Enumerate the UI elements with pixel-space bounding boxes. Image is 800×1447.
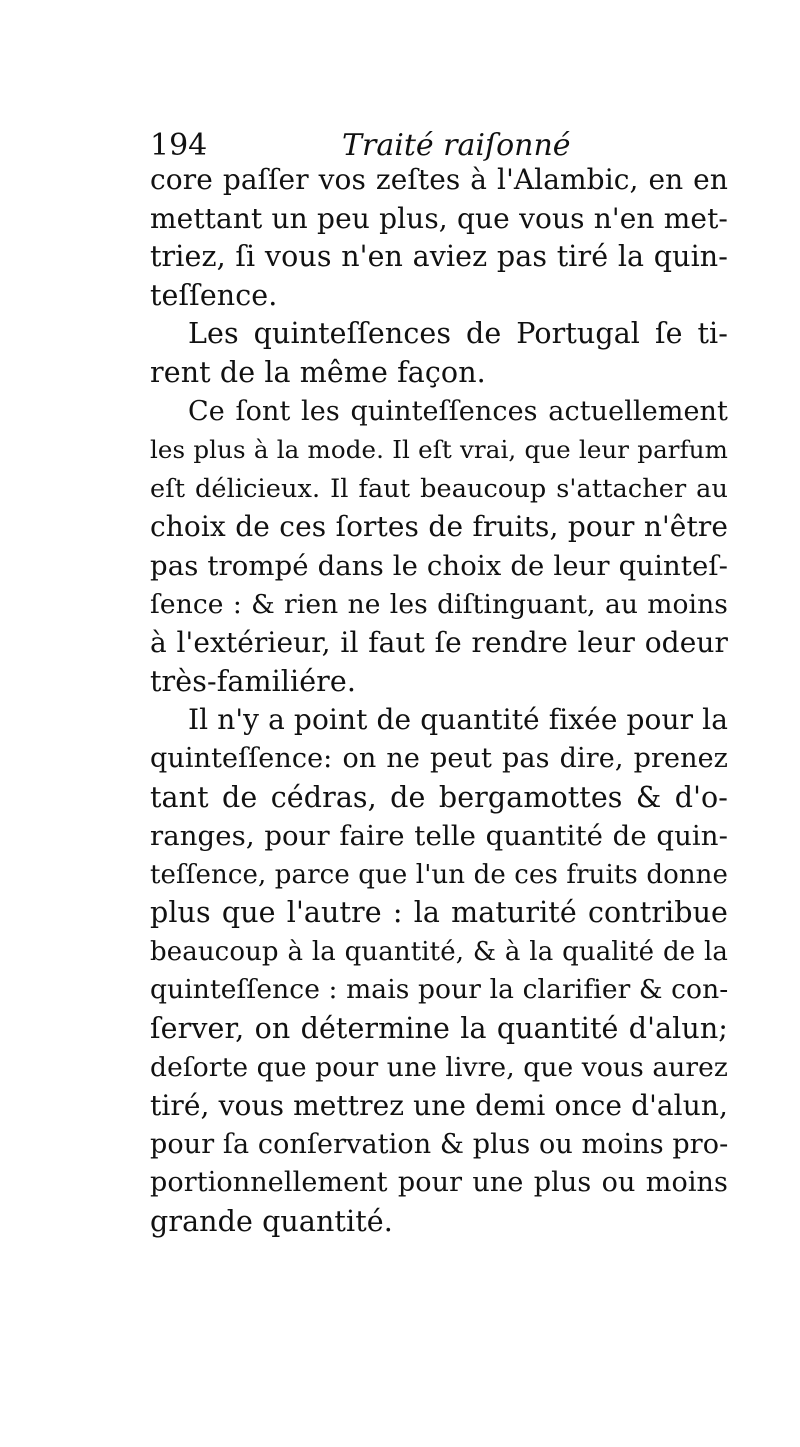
text-line: core paſſer vos zeſtes à l'Alambic, en en <box>150 163 728 196</box>
text-line: quinteſſence: on ne peut pas dire, prenez <box>150 742 728 774</box>
text-line: pour ſa conſervation & plus ou moins pro- <box>150 1128 729 1160</box>
text-line: tant de cédras, de bergamottes & d'o- <box>150 780 728 814</box>
text-line: eſt délicieux. Il faut beaucoup s'attacher au <box>150 473 728 504</box>
text-line: les plus à la mode. Il eſt vrai, que leur parfum <box>150 435 728 465</box>
text-line: Les quinteſſences de Portugal ſe ti- <box>188 317 728 351</box>
page-number: 194 <box>150 128 208 163</box>
text-line: quinteſſence : mais pour la clarifier & con- <box>150 974 729 1006</box>
text-line: ſence : & rien ne les diſtinguant, au moins <box>150 588 728 620</box>
text-line: tiré, vous mettrez une demi once d'alun, <box>150 1089 728 1123</box>
text-line: Ce ſont les quinteſſences actuellement <box>188 395 728 427</box>
text-line: à l'extérieur, il faut ſe rendre leur odeur <box>150 626 728 660</box>
body-text <box>150 161 728 1242</box>
text-line: triez, ſi vous n'en aviez pas tiré la quin- <box>150 240 728 274</box>
text-line: choix de ces ſortes de fruits, pour n'être <box>150 510 728 544</box>
text-line: deſorte que pour une livre, que vous aurez <box>150 1051 728 1083</box>
text-line: grande quantité. <box>150 1205 393 1239</box>
text-line: teſſence. <box>150 278 278 312</box>
text-line: teſſence, parce que l'un de ces fruits donne <box>150 859 728 890</box>
text-line: pas trompé dans le choix de leur quinteſ- <box>150 549 728 582</box>
text-line: très-familiére. <box>150 664 357 698</box>
text-line: plus que l'autre : la maturité contribue <box>150 896 728 930</box>
text-line: beaucoup à la quantité, & à la qualité de la <box>150 936 728 967</box>
text-line: ranges, pour faire telle quantité de quin- <box>150 820 728 853</box>
text-line: portionnellement pour une plus ou moins <box>150 1167 728 1199</box>
text-line: ſerver, on détermine la quantité d'alun; <box>150 1012 728 1046</box>
text-line: Il n'y a point de quantité fixée pour la <box>188 703 728 737</box>
running-head: Traité raiſonné <box>342 128 571 163</box>
text-line: mettant un peu plus, que vous n'en met- <box>150 201 728 235</box>
text-line: rent de la même façon. <box>150 355 486 389</box>
